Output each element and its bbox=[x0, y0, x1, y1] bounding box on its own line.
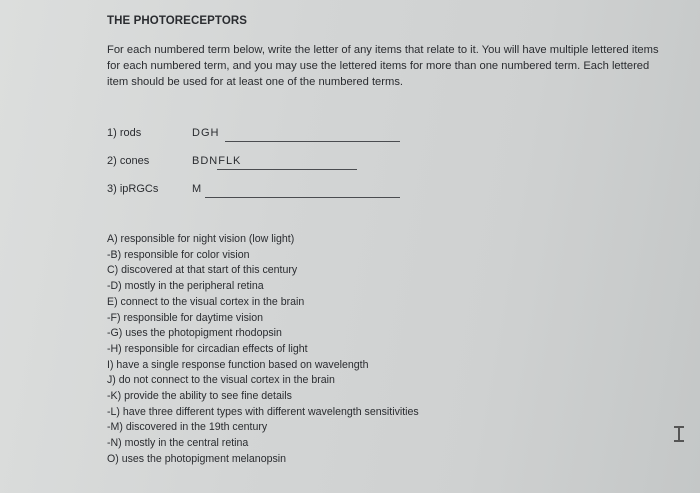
term-row-iprgcs bbox=[107, 183, 427, 211]
list-item: E) connect to the visual cortex in the brain bbox=[107, 295, 305, 308]
list-item: -H) responsible for circadian effects of light bbox=[107, 342, 308, 355]
list-item: -M) discovered in the 19th century bbox=[107, 421, 268, 434]
list-item: C) discovered at that start of this century bbox=[107, 264, 298, 277]
term-answer-field[interactable]: BDNFLK bbox=[192, 155, 242, 167]
answer-underline bbox=[225, 141, 400, 142]
instructions-text: For each numbered term below, write the letter of any items that relate to it. You will have multiple lettered items for each numbered term, and you may use the lettered items for more than one numbered term. Each lettered item should be used for at least one of the numbered terms. bbox=[107, 44, 659, 88]
term-row-rods bbox=[107, 127, 427, 155]
list-item: -B) responsible for color vision bbox=[107, 248, 250, 261]
text-cursor-icon bbox=[674, 426, 684, 442]
list-item: A) responsible for night vision (low light) bbox=[107, 233, 295, 245]
answer-underline bbox=[205, 197, 400, 198]
term-label: 2) cones bbox=[107, 155, 150, 167]
list-item: I) have a single response function based on wavelength bbox=[107, 358, 369, 371]
term-label: 1) rods bbox=[107, 127, 142, 139]
list-item: -F) responsible for daytime vision bbox=[107, 311, 264, 324]
term-row-cones bbox=[107, 155, 427, 183]
answer-underline bbox=[217, 169, 357, 170]
list-item: -L) have three different types with different wavelength sensitivities bbox=[107, 405, 419, 418]
document-title: THE PHOTORECEPTORS bbox=[107, 15, 248, 27]
term-answer-field[interactable]: DGH bbox=[192, 127, 220, 139]
list-item: -K) provide the ability to see fine details bbox=[107, 390, 292, 403]
lettered-items-list bbox=[107, 232, 527, 468]
terms-list bbox=[107, 127, 427, 211]
list-item: -G) uses the photopigment rhodopsin bbox=[107, 327, 282, 340]
list-item: -N) mostly in the central retina bbox=[107, 437, 249, 450]
list-item: J) do not connect to the visual cortex in the brain bbox=[107, 374, 335, 387]
list-item: -D) mostly in the peripheral retina bbox=[107, 280, 264, 293]
term-answer-field[interactable]: M bbox=[192, 183, 203, 195]
list-item: O) uses the photopigment melanopsin bbox=[107, 452, 287, 465]
term-label: 3) ipRGCs bbox=[107, 183, 159, 195]
